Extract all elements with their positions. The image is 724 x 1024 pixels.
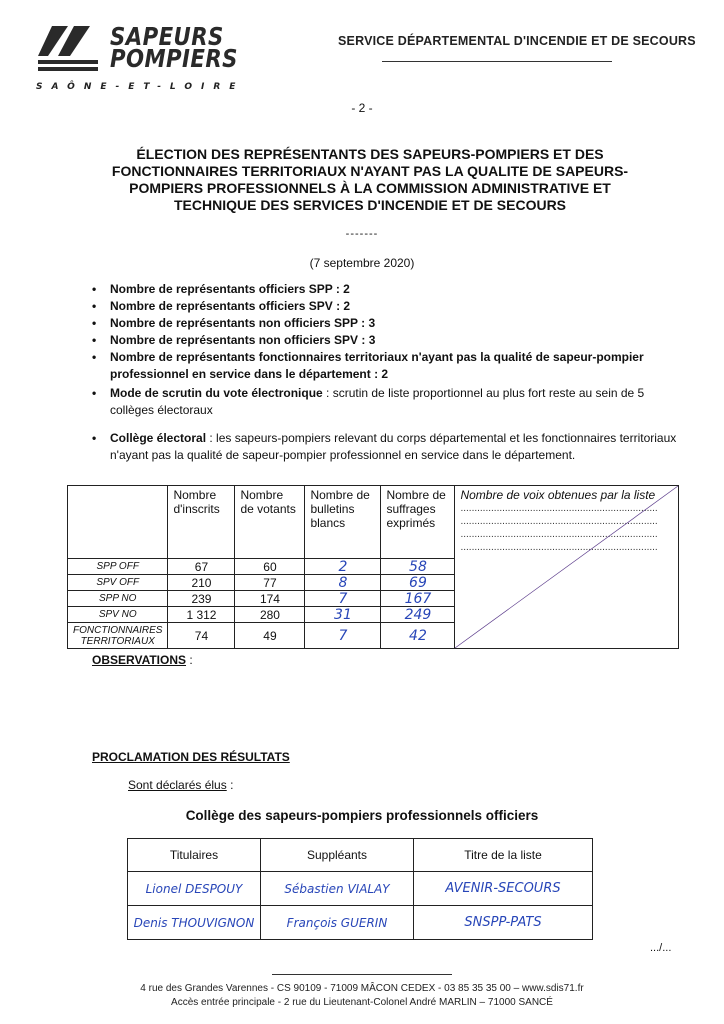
declares-elus bbox=[128, 778, 233, 792]
row-label: SPV OFF bbox=[68, 575, 168, 591]
table-header-row bbox=[128, 839, 593, 872]
dotted-line: ....................................................................... bbox=[460, 529, 658, 540]
header-blancs: Nombre de bulletins blancs bbox=[305, 486, 381, 559]
representatives-list bbox=[92, 281, 672, 383]
results-table bbox=[67, 485, 679, 649]
declares-colon: : bbox=[226, 778, 234, 792]
table-header-row bbox=[68, 486, 679, 559]
cell-liste: AVENIR-SECOURS bbox=[414, 872, 593, 906]
dotted-line: ....................................................................... bbox=[460, 542, 658, 553]
page-number: - 2 - bbox=[351, 101, 373, 115]
strike-diagonal bbox=[455, 486, 678, 648]
cell-suppleant: François GUERIN bbox=[261, 906, 414, 940]
cell-titulaire: Lionel DESPOUY bbox=[128, 872, 261, 906]
header-votants: Nombre de votants bbox=[235, 486, 305, 559]
cell-blancs: 31 bbox=[305, 607, 381, 623]
table-corner-cell bbox=[68, 486, 168, 559]
cell-votants: 49 bbox=[235, 623, 305, 649]
voting-mode-text: : scrutin de liste proportionnel au plus fort reste au sein de 5 collèges électoraux bbox=[110, 386, 645, 417]
header-inscrits: Nombre d'inscrits bbox=[168, 486, 235, 559]
cell-exprimes: 69 bbox=[381, 575, 455, 591]
cell-blancs: 8 bbox=[305, 575, 381, 591]
service-underline bbox=[382, 61, 612, 62]
list-item bbox=[92, 430, 682, 464]
proclamation-heading bbox=[92, 750, 290, 764]
footer-access: Accès entrée principale - 2 rue du Lieutenant-Colonel André MARLIN – 71000 SANCÉ bbox=[171, 997, 553, 1008]
logo-line-1: SAPEURS bbox=[110, 22, 224, 51]
document-title: ÉLECTION DES REPRÉSENTANTS DES SAPEURS-POMPIERS ET DES FONCTIONNAIRES TERRITORIAUX N'AYANT PAS LA QUALITE DE SAPEURS-POMPIERS PROFESSIONNELS À LA COMMISSION ADMINISTRATIVE ET TECHNIQUE DES SERVICES D'INCENDIE ET DE SECOURS bbox=[111, 146, 629, 213]
list-item: • Nombre de représentants non officiers SPV : 3 bbox=[92, 332, 672, 349]
logo-wordmark bbox=[110, 22, 238, 73]
dotted-line: ....................................................................... bbox=[460, 503, 658, 514]
cell-inscrits: 210 bbox=[168, 575, 235, 591]
cell-votants: 280 bbox=[235, 607, 305, 623]
row-label: SPV NO bbox=[68, 607, 168, 623]
cell-exprimes: 42 bbox=[381, 623, 455, 649]
cell-blancs: 7 bbox=[305, 591, 381, 607]
row-label: SPP OFF bbox=[68, 559, 168, 575]
table-row bbox=[128, 872, 593, 906]
header-voix-par-liste bbox=[455, 486, 679, 649]
title-separator: ------- bbox=[345, 228, 379, 240]
logo-line-2: POMPIERS bbox=[110, 44, 238, 73]
cell-inscrits: 1 312 bbox=[168, 607, 235, 623]
cell-titulaire: Denis THOUVIGNON bbox=[128, 906, 261, 940]
header-exprimes: Nombre de suffrages exprimés bbox=[381, 486, 455, 559]
college-title: Collège des sapeurs-pompiers professionnels officiers bbox=[185, 808, 539, 823]
cell-blancs: 7 bbox=[305, 623, 381, 649]
footer-address: 4 rue des Grandes Varennes - CS 90109 - 71009 MÂCON CEDEX - 03 85 35 35 00 – www.sdis71.fr bbox=[140, 983, 584, 994]
cell-exprimes: 249 bbox=[381, 607, 455, 623]
observations-colon: : bbox=[186, 653, 193, 667]
footer-rule bbox=[272, 974, 452, 975]
list-item: • Nombre de représentants officiers SPP : 2 bbox=[92, 281, 672, 298]
voting-mode-label: Mode de scrutin du vote électronique bbox=[110, 386, 323, 400]
declares-label: Sont déclarés élus bbox=[128, 778, 227, 792]
voix-header-label: Nombre de voix obtenues par la liste bbox=[460, 488, 656, 502]
row-label: FONCTIONNAIRES TERRITORIAUX bbox=[68, 623, 168, 649]
proclamation-label: PROCLAMATION DES RÉSULTATS bbox=[92, 750, 290, 764]
cell-blancs: 2 bbox=[305, 559, 381, 575]
continued-marker: .../... bbox=[650, 942, 672, 954]
service-heading: SERVICE DÉPARTEMENTAL D'INCENDIE ET DE SECOURS bbox=[338, 34, 696, 48]
header-suppleants: Suppléants bbox=[261, 839, 414, 872]
list-item: • Nombre de représentants officiers SPV : 2 bbox=[92, 298, 672, 315]
list-item: • Nombre de représentants fonctionnaires territoriaux n'ayant pas la qualité de sapeur-pompier professionnel en service dans le département : 2 bbox=[92, 349, 672, 383]
table-row bbox=[128, 906, 593, 940]
logo-region: SAÔNE-ET-LOIRE bbox=[36, 82, 245, 92]
observations-label: OBSERVATIONS bbox=[92, 653, 187, 667]
header-titulaires: Titulaires bbox=[128, 839, 261, 872]
electoral-college bbox=[92, 430, 682, 464]
electoral-college-label: Collège électoral bbox=[110, 431, 207, 445]
cell-votants: 77 bbox=[235, 575, 305, 591]
cell-exprimes: 167 bbox=[381, 591, 455, 607]
cell-inscrits: 74 bbox=[168, 623, 235, 649]
cell-suppleant: Sébastien VIALAY bbox=[261, 872, 414, 906]
dotted-line: ....................................................................... bbox=[460, 516, 658, 527]
cell-votants: 174 bbox=[235, 591, 305, 607]
header-titre-liste: Titre de la liste bbox=[414, 839, 593, 872]
cell-votants: 60 bbox=[235, 559, 305, 575]
row-label: SPP NO bbox=[68, 591, 168, 607]
elected-table bbox=[127, 838, 593, 940]
cell-inscrits: 67 bbox=[168, 559, 235, 575]
cell-inscrits: 239 bbox=[168, 591, 235, 607]
list-item bbox=[92, 385, 672, 419]
election-date: (7 septembre 2020) bbox=[309, 256, 415, 270]
observations bbox=[92, 653, 193, 667]
cell-exprimes: 58 bbox=[381, 559, 455, 575]
electoral-college-text: : les sapeurs-pompiers relevant du corps départemental et les fonctionnaires territoriaux n'ayant pas la qualité de sapeur-pompier professionnel en service dans le département. bbox=[110, 431, 677, 462]
list-item: • Nombre de représentants non officiers SPP : 3 bbox=[92, 315, 672, 332]
sdis-logo-icon bbox=[38, 26, 104, 72]
cell-liste: SNSPP-PATS bbox=[414, 906, 593, 940]
voting-mode bbox=[92, 385, 672, 419]
